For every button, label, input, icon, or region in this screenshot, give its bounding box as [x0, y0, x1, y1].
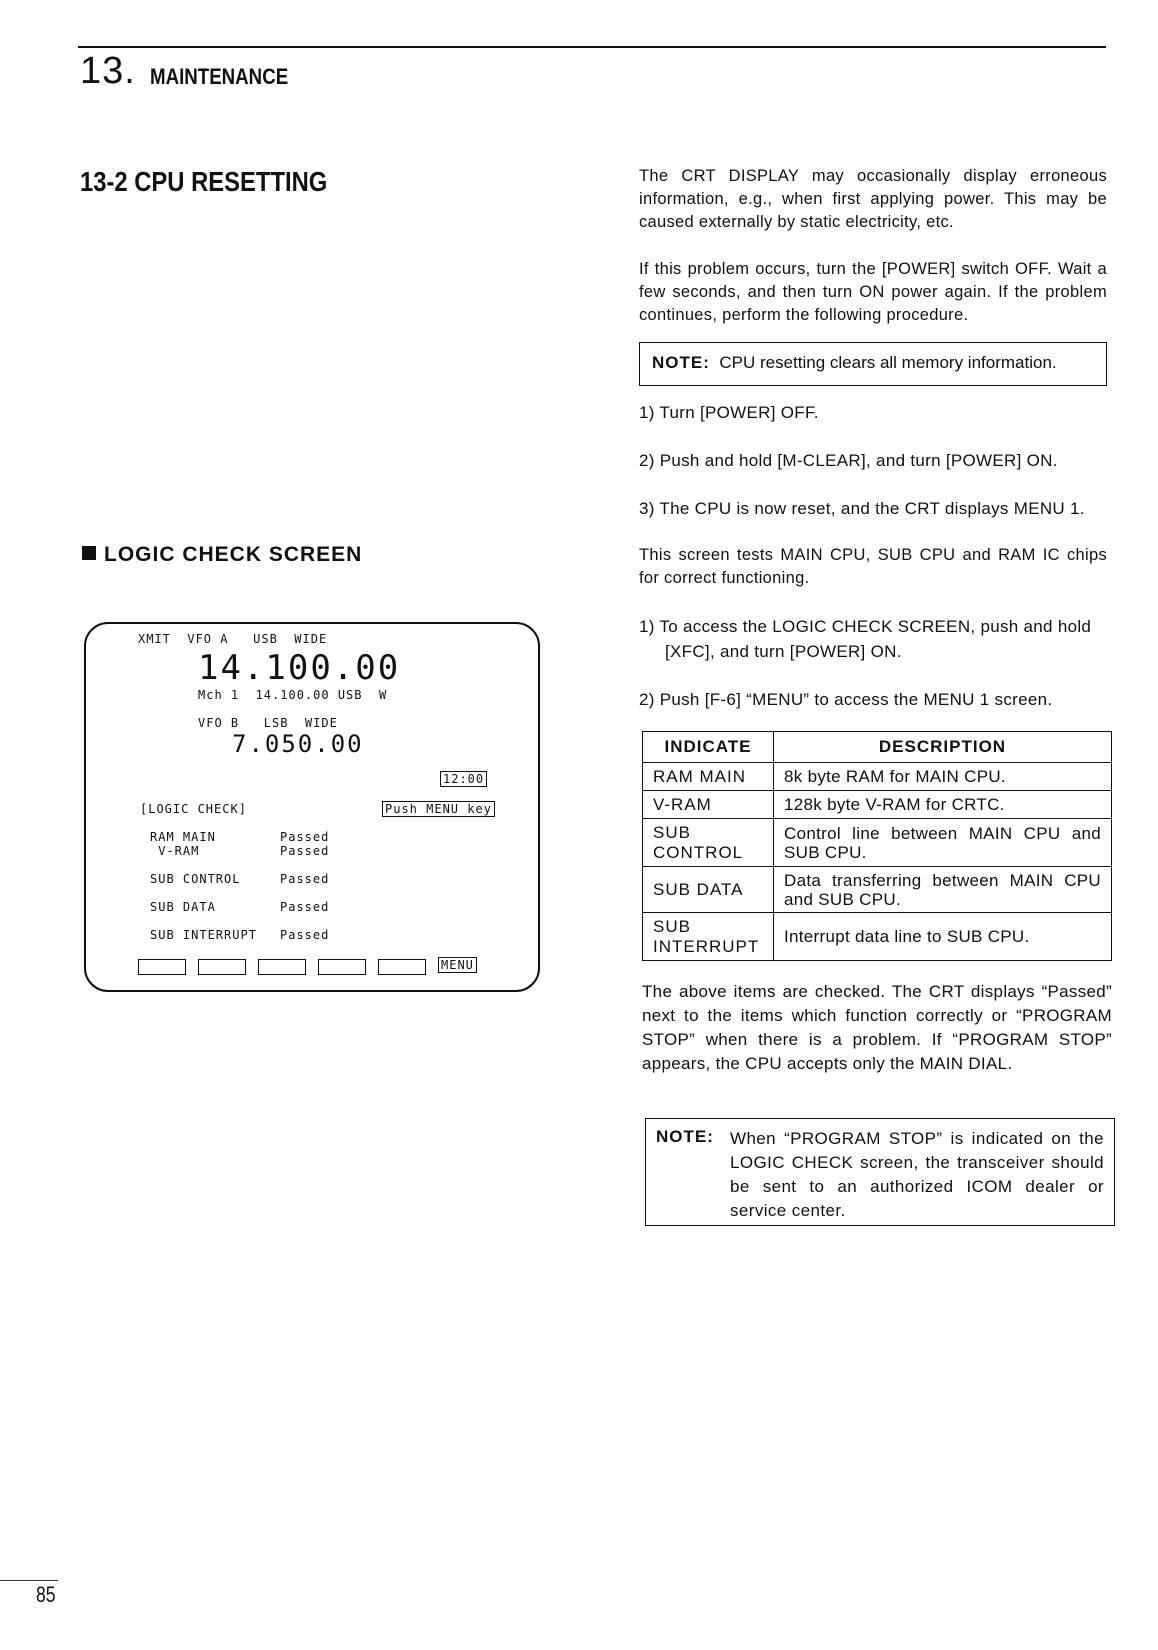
table-header-row: [643, 732, 1112, 763]
table-cell-description: 128k byte V-RAM for CRTC.: [774, 791, 1112, 819]
logic-step-1-line-2: [XFC], and turn [POWER] ON.: [665, 642, 902, 661]
crt-function-key-f4: [318, 959, 366, 975]
table-cell-description: Control line between MAIN CPU and SUB CPU.: [774, 819, 1112, 867]
crt-function-key-f1: [138, 959, 186, 975]
logic-step-2: 2) Push [F-6] “MENU” to access the MENU 1 screen.: [639, 690, 1053, 709]
intro-paragraph-1: The CRT DISPLAY may occasionally display erroneous information, e.g., when first applying power. This may be caused externally by static electricity, etc.: [639, 167, 1107, 231]
table-cell-indicate: SUB DATA: [643, 867, 774, 913]
crt-clock: 12:00: [440, 771, 487, 787]
logic-intro-paragraph: This screen tests MAIN CPU, SUB CPU and RAM IC chips for correct functioning.: [639, 546, 1107, 587]
crt-result-item: SUB DATA: [150, 900, 216, 914]
reset-step-3: 3) The CPU is now reset, and the CRT displays MENU 1.: [639, 499, 1085, 518]
table-cell-indicate: RAM MAIN: [643, 763, 774, 791]
indicate-description-table: [642, 731, 1112, 961]
header-rule: [78, 46, 1106, 48]
note-program-stop: [645, 1118, 1115, 1226]
table-row: [643, 791, 1112, 819]
table-header-indicate: INDICATE: [643, 732, 774, 763]
crt-result-item: SUB CONTROL: [150, 872, 241, 886]
table-row: [643, 819, 1112, 867]
reset-step-1: 1) Turn [POWER] OFF.: [639, 403, 819, 422]
note-text: CPU resetting clears all memory information.: [719, 353, 1057, 372]
table-cell-description: Data transferring between MAIN CPU and SUB CPU.: [774, 867, 1112, 913]
table-row: [643, 763, 1112, 791]
square-bullet-icon: [82, 546, 96, 560]
crt-vfo-b-line: VFO B LSB WIDE: [198, 716, 338, 730]
crt-function-key-f3: [258, 959, 306, 975]
reset-step-2: 2) Push and hold [M-CLEAR], and turn [POWER] ON.: [639, 451, 1058, 470]
crt-result-status: Passed: [280, 900, 330, 914]
table-cell-description: 8k byte RAM for MAIN CPU.: [774, 763, 1112, 791]
table-cell-description: Interrupt data line to SUB CPU.: [774, 913, 1112, 961]
crt-result-item: V-RAM: [150, 844, 200, 858]
crt-result-item: SUB INTERRUPT: [150, 928, 257, 942]
crt-logic-check-screen: [84, 622, 540, 992]
table-row: [643, 867, 1112, 913]
section-title: 13-2 CPU RESETTING: [80, 166, 328, 197]
crt-sub-frequency: 7.050.00: [232, 730, 364, 758]
subsection-heading: [82, 543, 362, 567]
subsection-title: LOGIC CHECK SCREEN: [104, 543, 363, 566]
chapter-number: 13.: [80, 50, 136, 92]
note-label: NOTE:: [656, 1127, 714, 1146]
page-number: 85: [36, 1582, 56, 1607]
logic-step-1-line-1: 1) To access the LOGIC CHECK SCREEN, push and hold: [639, 617, 1092, 636]
crt-result-item: RAM MAIN: [150, 830, 216, 844]
note-memory-clear: [639, 342, 1107, 386]
crt-result-status: Passed: [280, 830, 330, 844]
note-text: When “PROGRAM STOP” is indicated on the LOGIC CHECK screen, the transceiver should be sent to an authorized ICOM dealer or service center.: [730, 1129, 1104, 1220]
crt-result-status: Passed: [280, 844, 330, 858]
table-row: [643, 913, 1112, 961]
note-label: NOTE:: [652, 353, 710, 372]
crt-result-status: Passed: [280, 928, 330, 942]
crt-result-status: Passed: [280, 872, 330, 886]
table-cell-indicate: SUB CONTROL: [643, 819, 774, 867]
after-table-paragraph: The above items are checked. The CRT displays “Passed” next to the items which function correctly or “PROGRAM STOP” when there is a problem. If “PROGRAM STOP” appears, the CPU accepts only the MAIN DIAL.: [642, 982, 1112, 1073]
chapter-title: MAINTENANCE: [150, 64, 289, 89]
crt-prompt: Push MENU key: [382, 801, 495, 817]
intro-paragraph-2: If this problem occurs, turn the [POWER] switch OFF. Wait a few seconds, and then turn ON power again. If the problem continues, perform the following procedure.: [639, 260, 1107, 324]
crt-function-key-f5: [378, 959, 426, 975]
page-number-rule: [0, 1580, 58, 1581]
crt-status-line: XMIT VFO A USB WIDE: [138, 632, 328, 646]
table-cell-indicate: V-RAM: [643, 791, 774, 819]
table-cell-indicate: SUB INTERRUPT: [643, 913, 774, 961]
crt-memory-line: Mch 1 14.100.00 USB W: [198, 688, 388, 702]
crt-menu-key: MENU: [438, 957, 477, 973]
crt-function-key-f2: [198, 959, 246, 975]
crt-main-frequency: 14.100.00: [198, 648, 401, 688]
table-header-description: DESCRIPTION: [774, 732, 1112, 763]
crt-screen-title: [LOGIC CHECK]: [140, 802, 247, 816]
